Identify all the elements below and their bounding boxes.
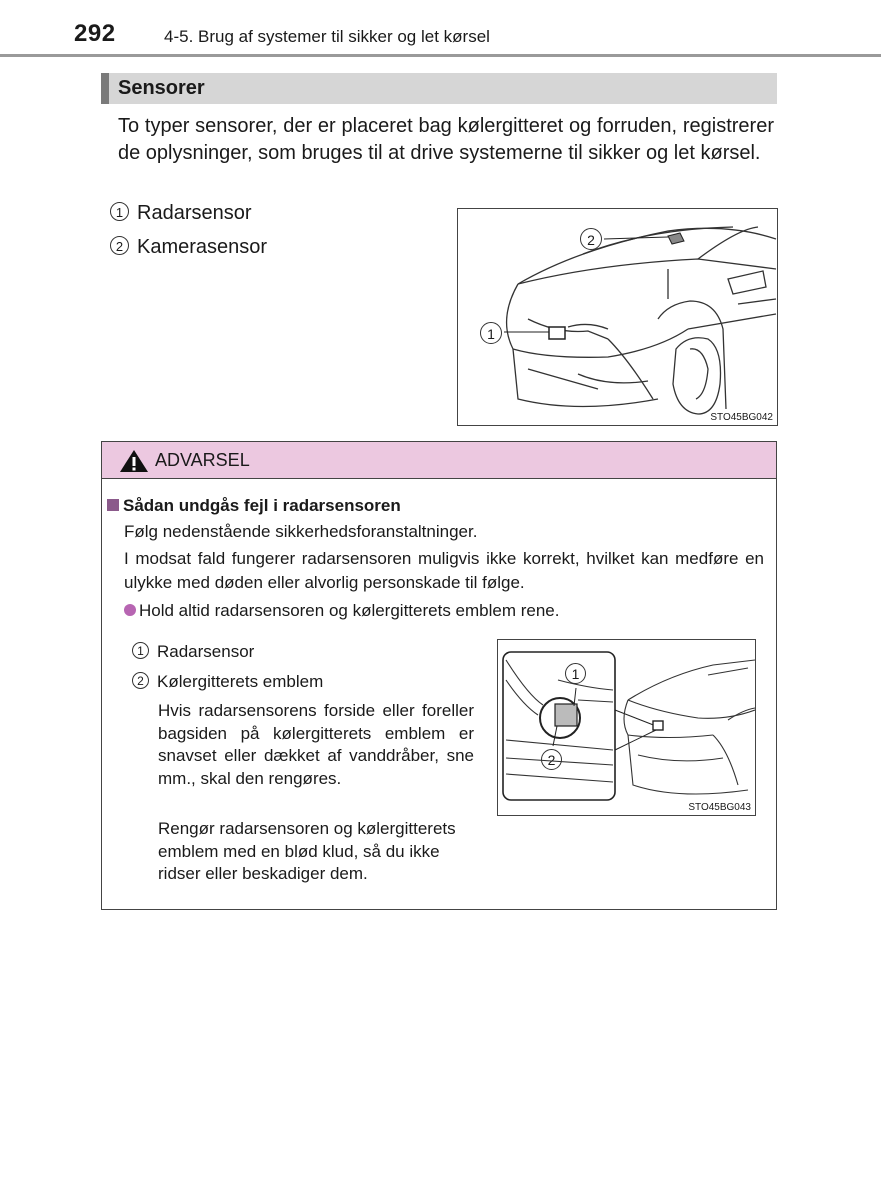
warning-icon xyxy=(119,449,149,473)
camera-sensor-mark xyxy=(668,233,684,244)
warning-bullet-text: Hold altid radarsensoren og kølergitterets emblem rene. xyxy=(139,601,560,620)
callout-1: 1 xyxy=(480,322,502,344)
warning-note-2: Rengør radarsensoren og kølergitterets emblem med en blød klud, så du ikke ridser eller beskadiger dem. xyxy=(158,819,456,883)
legend-label: Radarsensor xyxy=(137,202,252,224)
legend2-item-radar xyxy=(132,640,254,664)
legend-label: Radarsensor xyxy=(157,642,255,661)
figure-code: STO45BG043 xyxy=(688,802,751,813)
warning-label: ADVARSEL xyxy=(155,450,250,470)
figure-car-sensors xyxy=(457,208,778,426)
legend-label: Kamerasensor xyxy=(137,236,268,258)
section-title-bar xyxy=(101,73,777,104)
square-marker-icon xyxy=(107,499,119,511)
section-accent xyxy=(101,73,109,104)
header-divider xyxy=(0,54,881,57)
warning-bullet xyxy=(124,599,559,623)
callout-2: 2 xyxy=(580,228,602,250)
warning-note-1: Hvis radarsensorens forside eller foreller bagsiden på kølergitterets emblem er snavset eller dækket af vanddråber, sne mm., skal den rengøres. xyxy=(158,701,474,788)
legend-item-camera xyxy=(110,236,267,259)
grille-emblem-illustration xyxy=(498,640,755,815)
legend-item-radar xyxy=(110,202,252,225)
bullet-dot-icon xyxy=(124,604,136,616)
radar-sensor-closeup xyxy=(555,704,577,726)
callout-number: 1 xyxy=(132,642,149,659)
intro-paragraph: To typer sensorer, der er placeret bag kølergitteret og forruden, registrerer de oplysninger, som bruges til at drive systemerne til sikker og let kørsel. xyxy=(118,115,774,164)
callout-number: 2 xyxy=(110,236,129,255)
warning-para-2: I modsat fald fungerer radarsensoren muligvis ikke korrekt, hvilket kan medføre en ulykke med døden eller alvorlig personskade til følge. xyxy=(124,549,764,592)
callout-number: 2 xyxy=(132,672,149,689)
callout-2: 2 xyxy=(541,749,562,770)
callout-1: 1 xyxy=(565,663,586,684)
page-header xyxy=(0,0,881,60)
callout-number: 1 xyxy=(110,202,129,221)
legend-label: Kølergitterets emblem xyxy=(157,672,324,691)
warning-para-1: Følg nedenstående sikkerhedsforanstaltninger. xyxy=(124,522,478,541)
legend2-item-emblem xyxy=(132,670,323,694)
warning-subheading-text: Sådan undgås fejl i radarsensoren xyxy=(123,496,401,515)
section-title: Sensorer xyxy=(118,77,205,99)
chapter-title: 4-5. Brug af systemer til sikker og let kørsel xyxy=(164,27,490,46)
radar-sensor-mark xyxy=(549,327,565,339)
page-number: 292 xyxy=(74,20,116,47)
warning-header xyxy=(102,442,776,479)
figure-grille-emblem xyxy=(497,639,756,816)
car-front-illustration xyxy=(458,209,777,425)
warning-subheading xyxy=(107,496,401,516)
figure-code: STO45BG042 xyxy=(710,412,773,423)
